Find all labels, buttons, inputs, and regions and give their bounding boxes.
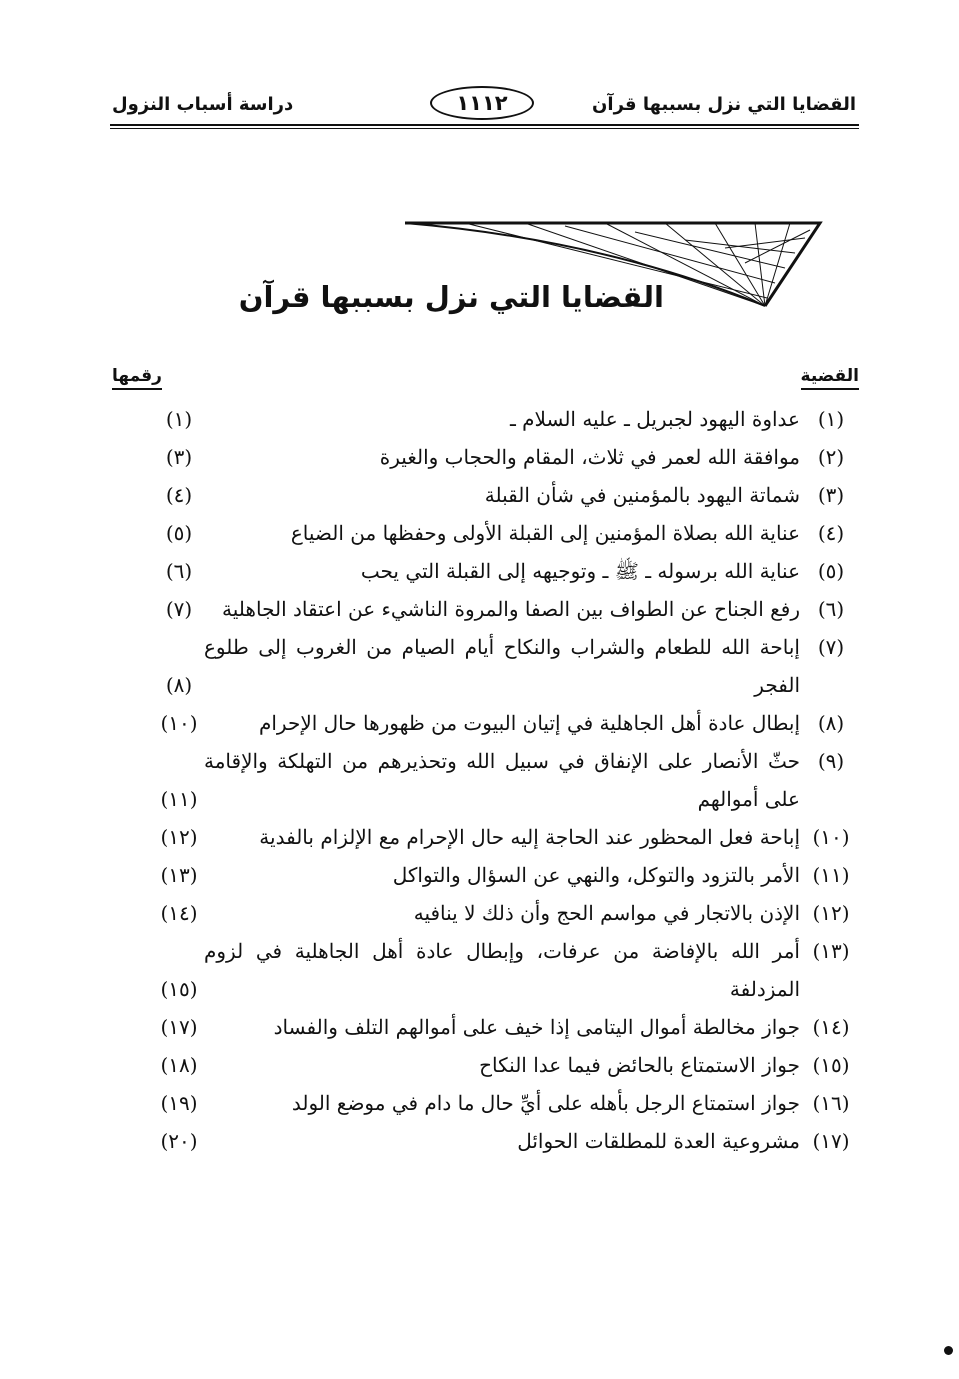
item-text: موافقة الله لعمر في ثلاث، المقام والحجاب والغيرة [379, 445, 800, 469]
list-item [110, 742, 862, 818]
section-title: القضايا التي نزل بسببها قرآن [238, 280, 664, 314]
item-page-ref: (١٧) [160, 1015, 198, 1039]
item-number: (١٥) [812, 1053, 850, 1077]
column-header-number: رقمها [112, 366, 162, 390]
item-text: جواز الاستمتاع بالحائض فيما عدا النكاح [479, 1053, 800, 1077]
item-text: عداوة اليهود لجبريل ـ عليه السلام ـ [509, 407, 800, 431]
item-text: أمر الله بالإفاضة من عرفات، وإبطال عادة أهل الجاهلية في لزوم المزدلفة [204, 939, 800, 1001]
item-page-ref: (١٣) [160, 863, 198, 887]
item-page-ref: (١٤) [160, 901, 198, 925]
item-text: حثّ الأنصار على الإنفاق في سبيل الله وتحذيرهم من التهلكة والإقامة على أموالهم [204, 749, 800, 811]
list-item [110, 1046, 862, 1084]
item-page-ref: (١٢) [160, 825, 198, 849]
item-text: الأمر بالتزود والتوكل، والنهي عن السؤال والتواكل [392, 863, 800, 887]
list-item [110, 476, 862, 514]
item-text: عناية الله برسوله ـ ﷺ ـ وتوجيهه إلى القبلة التي يحب [360, 559, 800, 583]
item-number: (١٢) [812, 901, 850, 925]
list-item [110, 818, 862, 856]
item-number: (٧) [817, 635, 845, 659]
item-number: (١٧) [812, 1129, 850, 1153]
item-text: جواز استمتاع الرجل بأهله على أيِّ حال ما دام في موضع الولد [291, 1091, 800, 1115]
item-page-ref: (٧) [165, 597, 193, 621]
item-text: إباحة الله للطعام والشراب والنكاح أيام الصيام من الغروب إلى طلوع الفجر [204, 635, 800, 697]
page-number: ١١١٢ [430, 86, 534, 120]
item-number: (٨) [817, 711, 845, 735]
item-text: جواز مخالطة أموال اليتامى إذا خيف على أموالهم التلف والفساد [273, 1015, 800, 1039]
header-rule [110, 124, 859, 126]
item-page-ref: (٤) [165, 483, 193, 507]
item-text: إبطال عادة أهل الجاهلية في إتيان البيوت من ظهورها حال الإحرام [258, 711, 800, 735]
list-item [110, 514, 862, 552]
item-number: (١٦) [812, 1091, 850, 1115]
list-item [110, 438, 862, 476]
item-page-ref: (١٠) [160, 711, 198, 735]
item-text: عناية الله بصلاة المؤمنين إلى القبلة الأولى وحفظها من الضياع [290, 521, 800, 545]
item-text: شماتة اليهود بالمؤمنين في شأن القبلة [484, 483, 800, 507]
item-number: (٦) [817, 597, 845, 621]
list-item [110, 1084, 862, 1122]
item-number: (١) [817, 407, 845, 431]
item-number: (٤) [817, 521, 845, 545]
item-page-ref: (١١) [160, 787, 198, 811]
item-page-ref: (٣) [165, 445, 193, 469]
item-page-ref: (٥) [165, 521, 193, 545]
header-rule-thin [110, 128, 859, 129]
list-item [110, 856, 862, 894]
list-item [110, 400, 862, 438]
item-page-ref: (١) [165, 407, 193, 431]
running-header-book: دراسة أسباب النزول [112, 94, 294, 115]
issues-list [110, 400, 862, 1160]
scan-mark [944, 1346, 953, 1355]
list-item [110, 1008, 862, 1046]
list-item [110, 628, 862, 704]
item-number: (٢) [817, 445, 845, 469]
item-page-ref: (١٥) [160, 977, 198, 1001]
item-page-ref: (١٨) [160, 1053, 198, 1077]
list-item [110, 552, 862, 590]
list-item [110, 590, 862, 628]
item-number: (٣) [817, 483, 845, 507]
item-number: (٥) [817, 559, 845, 583]
list-item [110, 932, 862, 1008]
item-page-ref: (١٩) [160, 1091, 198, 1115]
item-text: مشروعية العدة للمطلقات الحوائل [517, 1129, 800, 1153]
list-item [110, 1122, 862, 1160]
item-page-ref: (٦) [165, 559, 193, 583]
item-number: (١١) [812, 863, 850, 887]
list-item [110, 894, 862, 932]
running-header-chapter: القضايا التي نزل بسببها قرآن [592, 94, 856, 115]
item-text: الإذن بالاتجار في مواسم الحج وأن ذلك لا ينافيه [413, 901, 800, 925]
item-text: رفع الجناح عن الطواف بين الصفا والمروة الناشيء عن اعتقاد الجاهلية [222, 597, 800, 621]
item-page-ref: (٢٠) [160, 1129, 198, 1153]
item-number: (١٣) [812, 939, 850, 963]
item-page-ref: (٨) [165, 673, 193, 697]
item-number: (٩) [817, 749, 845, 773]
item-number: (١٤) [812, 1015, 850, 1039]
item-number: (١٠) [812, 825, 850, 849]
list-item [110, 704, 862, 742]
column-header-issue: القضية [801, 366, 859, 390]
item-text: إباحة فعل المحظور عند الحاجة إليه حال الإحرام مع الإلزام بالفدية [259, 825, 800, 849]
